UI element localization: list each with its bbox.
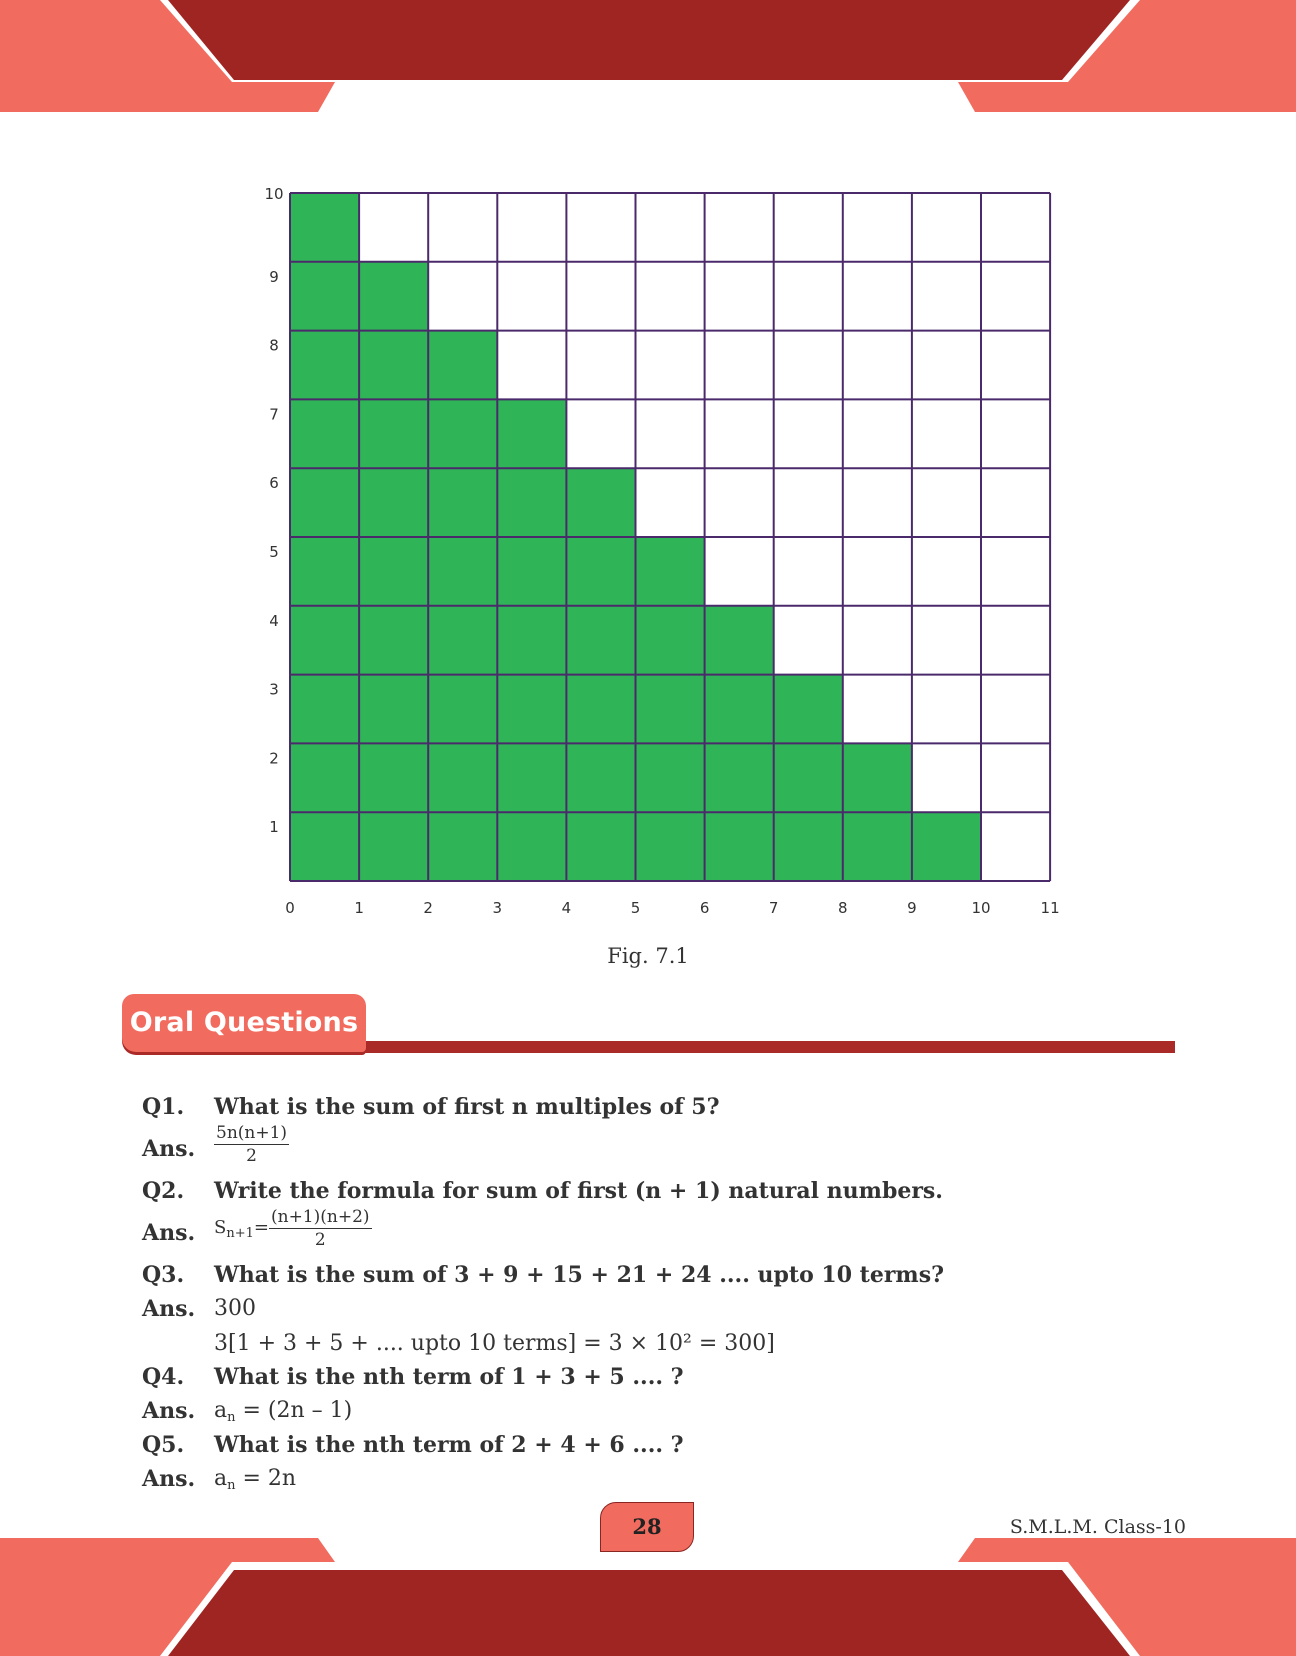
question-text: What is the sum of 3 + 9 + 15 + 21 + 24 .... upto 10 terms?: [214, 1262, 944, 1288]
answer-label: Ans.: [142, 1296, 196, 1322]
filled-cell: [774, 812, 843, 881]
filled-cell: [359, 743, 428, 812]
filled-cell: [705, 606, 774, 675]
filled-cell: [428, 331, 497, 400]
filled-cell: [636, 675, 705, 744]
filled-cell: [359, 537, 428, 606]
filled-cell: [428, 675, 497, 744]
filled-cell: [497, 468, 566, 537]
y-tick-label: 1: [269, 818, 279, 837]
y-tick-label: 3: [269, 680, 279, 699]
filled-cell: [497, 537, 566, 606]
filled-cell: [497, 399, 566, 468]
filled-cell: [290, 193, 359, 262]
question-label: Q4.: [142, 1364, 185, 1390]
question-label: Q1.: [142, 1094, 185, 1120]
filled-cell: [359, 606, 428, 675]
section-rule: [360, 1041, 1175, 1053]
answer-label: Ans.: [142, 1466, 196, 1492]
answer-text: $a_n = (2n - 1)$: [214, 1398, 353, 1425]
answer-label: Ans.: [142, 1136, 196, 1162]
answer-fraction: $\frac{5n(n+1)}{2}$: [216, 1123, 288, 1166]
filled-cell: [290, 399, 359, 468]
x-tick-label: 2: [423, 899, 433, 917]
x-tick-label: 11: [1040, 899, 1060, 917]
y-tick-label: 7: [269, 405, 279, 424]
hint-text: 3[1 + 3 + 5 + .... upto 10 terms] = 3 × 10² = 300]: [214, 1331, 775, 1356]
filled-cell: [428, 537, 497, 606]
filled-cell: [290, 537, 359, 606]
bottom-banner: [0, 1538, 1296, 1656]
x-tick-label: 9: [907, 899, 917, 917]
filled-cell: [774, 675, 843, 744]
question-label: Q2.: [142, 1178, 185, 1204]
filled-cell: [290, 812, 359, 881]
book-title: S.M.L.M. Class-10: [1009, 1516, 1186, 1538]
answer-formula: $S_{n+1}=$ $\frac{(n+1)(n+2)}{2}$: [214, 1207, 370, 1250]
answer-1: [142, 1123, 1172, 1176]
page-number: 28: [600, 1502, 694, 1552]
answer-text: 300: [214, 1296, 256, 1321]
filled-cell: [566, 675, 635, 744]
x-tick-label: 10: [971, 899, 991, 917]
filled-cell: [359, 675, 428, 744]
question-text: Write the formula for sum of first (n + 1) natural numbers.: [214, 1178, 943, 1204]
top-banner: [0, 0, 1296, 120]
y-tick-label: 6: [269, 474, 279, 493]
filled-cell: [428, 468, 497, 537]
x-tick-label: 0: [285, 899, 295, 917]
y-tick-label: 4: [269, 611, 279, 630]
filled-cell: [359, 262, 428, 331]
filled-cell: [359, 399, 428, 468]
filled-cell: [497, 606, 566, 675]
x-tick-label: 5: [630, 899, 641, 917]
filled-cell: [359, 812, 428, 881]
question-label: Q5.: [142, 1432, 185, 1458]
filled-cell: [359, 468, 428, 537]
filled-cell: [705, 743, 774, 812]
filled-cell: [843, 743, 912, 812]
answer-2: [142, 1207, 1172, 1260]
x-tick-label: 8: [838, 899, 848, 917]
filled-cell: [566, 606, 635, 675]
x-tick-label: 7: [768, 899, 779, 917]
filled-cell: [566, 812, 635, 881]
filled-cell: [428, 743, 497, 812]
filled-cell: [566, 468, 635, 537]
grid-figure: [250, 178, 1080, 918]
y-tick-label: 10: [264, 185, 284, 203]
x-tick-label: 1: [354, 899, 364, 917]
filled-cell: [497, 743, 566, 812]
filled-cell: [636, 812, 705, 881]
filled-cell: [290, 331, 359, 400]
answer-text: $a_n = 2n$: [214, 1466, 297, 1493]
filled-cell: [705, 812, 774, 881]
filled-cell: [290, 468, 359, 537]
filled-cell: [566, 537, 635, 606]
y-tick-label: 8: [269, 336, 279, 355]
x-tick-label: 4: [561, 899, 572, 917]
filled-cell: [290, 606, 359, 675]
question-text: What is the nth term of 2 + 4 + 6 .... ?: [214, 1432, 684, 1458]
figure-caption: Fig. 7.1: [607, 944, 689, 968]
filled-cell: [774, 743, 843, 812]
filled-cell: [636, 537, 705, 606]
question-text: What is the sum of first n multiples of 5?: [214, 1094, 720, 1120]
filled-cell: [290, 675, 359, 744]
filled-cell: [290, 262, 359, 331]
x-tick-label: 3: [492, 899, 503, 917]
filled-cell: [566, 743, 635, 812]
filled-cell: [428, 399, 497, 468]
filled-cell: [636, 743, 705, 812]
filled-cell: [636, 606, 705, 675]
y-tick-label: 2: [269, 749, 279, 768]
filled-cell: [843, 812, 912, 881]
x-tick-label: 6: [699, 899, 710, 917]
question-label: Q3.: [142, 1262, 185, 1288]
filled-cell: [705, 675, 774, 744]
filled-cell: [290, 743, 359, 812]
filled-cell: [497, 675, 566, 744]
y-tick-label: 5: [269, 543, 279, 561]
answer-label: Ans.: [142, 1220, 196, 1246]
section-title: Oral Questions: [122, 994, 366, 1052]
filled-cell: [428, 812, 497, 881]
staircase-grid: [250, 178, 1080, 918]
filled-cell: [497, 812, 566, 881]
y-tick-label: 9: [269, 267, 279, 286]
question-text: What is the nth term of 1 + 3 + 5 .... ?: [214, 1364, 684, 1390]
filled-cell: [428, 606, 497, 675]
filled-cell: [359, 331, 428, 400]
answer-label: Ans.: [142, 1398, 196, 1424]
filled-cell: [912, 812, 981, 881]
